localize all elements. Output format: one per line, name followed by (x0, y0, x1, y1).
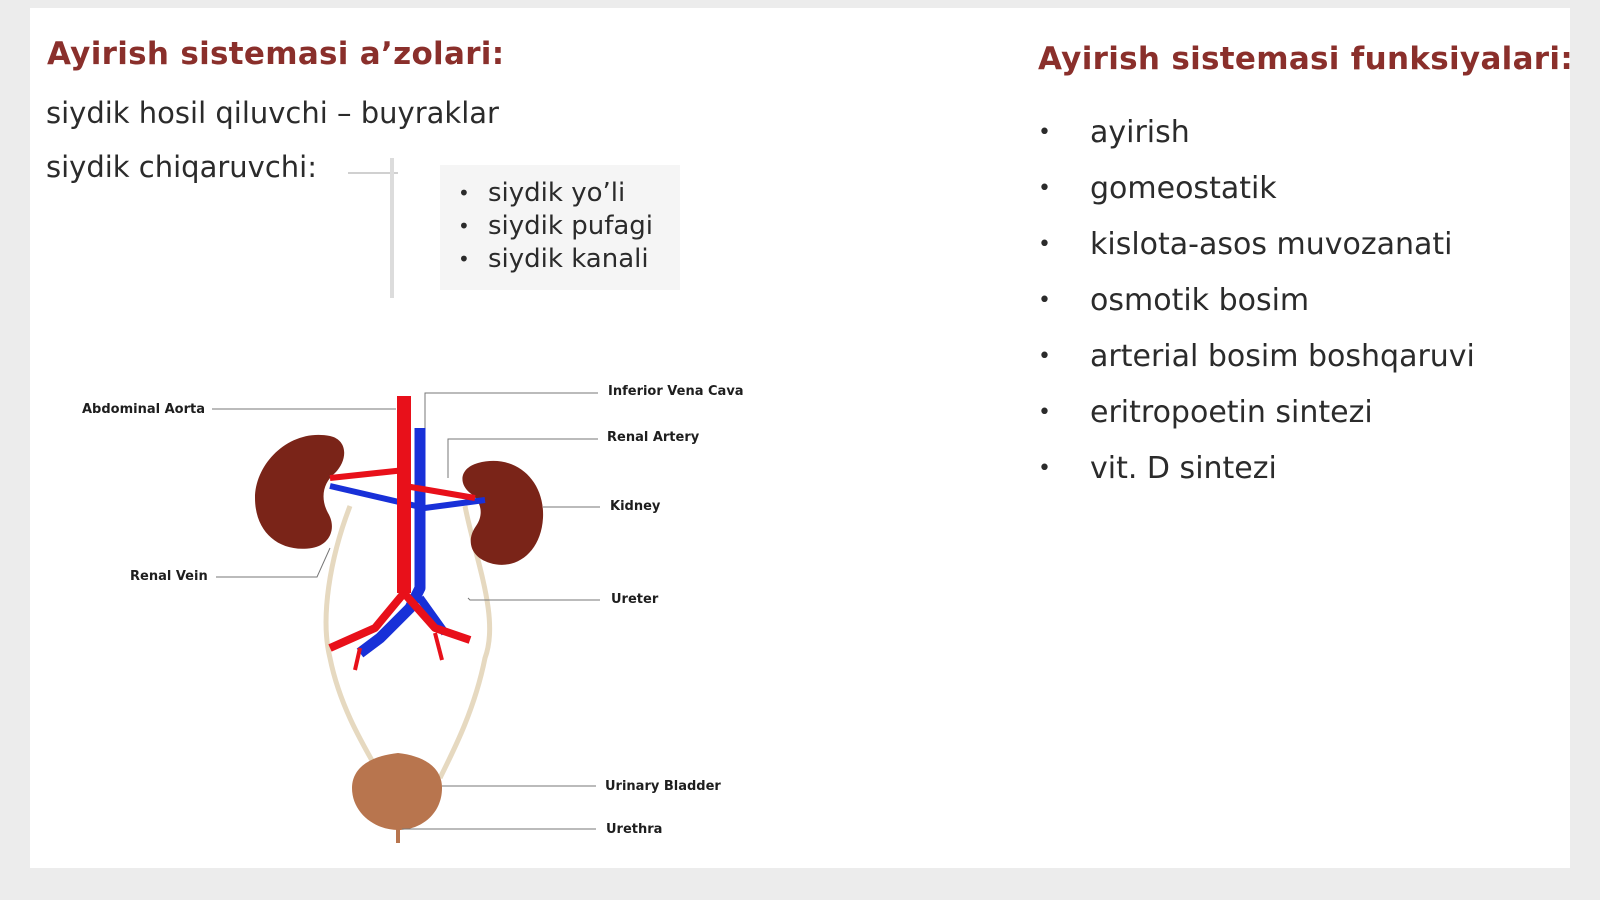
list-item: • arterial bosim boshqaruvi (1038, 338, 1475, 374)
label-urethra: Urethra (606, 822, 663, 837)
kidneys-line: siydik hosil qiluvchi – buyraklar (46, 96, 499, 130)
right-kidney (462, 461, 543, 565)
label-renal-vein: Renal Vein (130, 569, 208, 584)
label-renal-artery: Renal Artery (607, 430, 700, 445)
list-item: • siydik pufagi (458, 211, 654, 241)
iliac-branch (435, 633, 442, 660)
iliac-branch (355, 648, 360, 670)
bullet-icon: • (1038, 119, 1051, 145)
bullet-icon: • (1038, 175, 1051, 201)
slide (30, 8, 1574, 868)
bullet-icon: • (1038, 399, 1051, 425)
urinary-bladder-shape (352, 753, 442, 830)
bullet-icon: • (1038, 343, 1051, 369)
left-kidney (255, 435, 344, 549)
bullet-icon: • (458, 247, 470, 271)
label-inferior-vena-cava: Inferior Vena Cava (608, 384, 744, 399)
label-urinary-bladder: Urinary Bladder (605, 779, 721, 794)
left-title: Ayirish sistemasi a’zolari: (47, 36, 505, 72)
list-item: • kislota-asos muvozanati (1038, 226, 1453, 262)
list-item: • gomeostatik (1038, 170, 1277, 206)
bullet-icon: • (1038, 287, 1051, 313)
leader-line (425, 393, 598, 428)
urinary-tract-line: siydik chiqaruvchi: (46, 150, 317, 184)
bullet-icon: • (458, 214, 470, 238)
functions-list (1038, 104, 1475, 496)
list-item: • siydik yo’li (458, 178, 626, 208)
label-ureter: Ureter (611, 592, 659, 607)
label-abdominal-aorta: Abdominal Aorta (82, 402, 206, 417)
list-item: • ayirish (1038, 114, 1190, 150)
list-item: • osmotik bosim (1038, 282, 1310, 318)
list-item: • vit. D sintezi (1038, 450, 1277, 486)
bullet-icon: • (458, 181, 470, 205)
leader-line (216, 548, 330, 577)
list-item: • siydik kanali (458, 244, 649, 274)
bullet-icon: • (1038, 231, 1051, 257)
list-item: • eritropoetin sintezi (1038, 394, 1373, 430)
urinary-system-diagram (30, 8, 790, 868)
bullet-icon: • (1038, 455, 1051, 481)
label-kidney: Kidney (610, 499, 661, 514)
right-title: Ayirish sistemasi funksiyalari: (1038, 41, 1574, 77)
renal-artery-left (330, 470, 405, 478)
